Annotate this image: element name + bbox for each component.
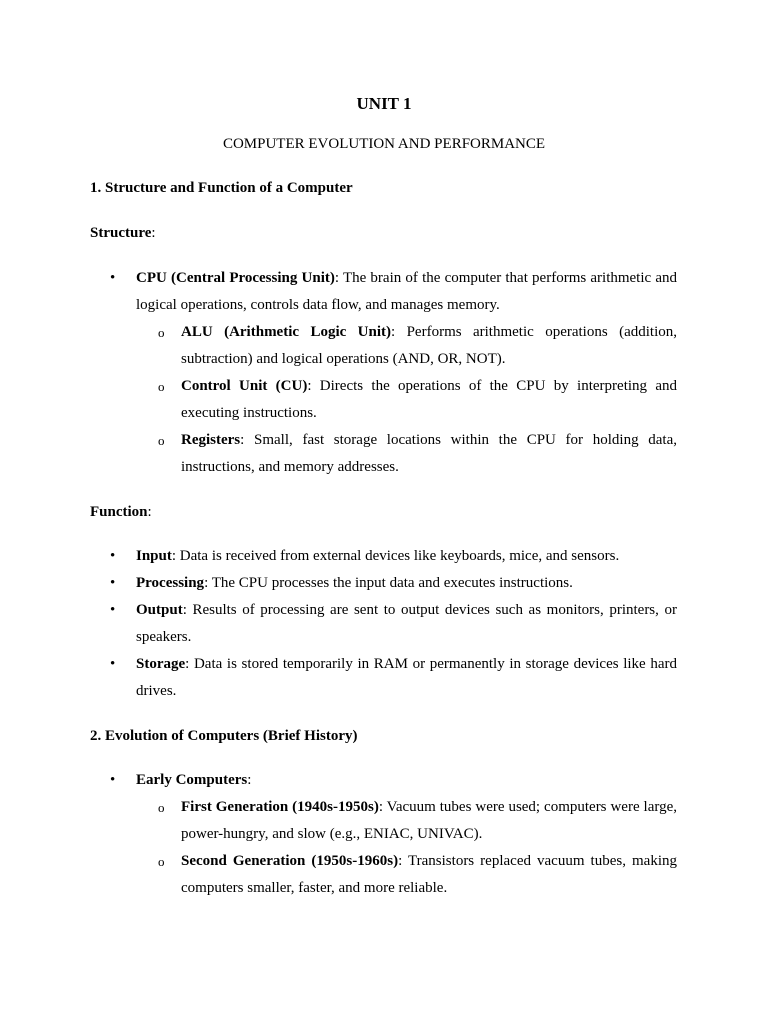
item-label: Processing (136, 575, 205, 591)
bullet-marker: • (110, 602, 116, 618)
item-label: Early Computers (136, 772, 248, 788)
list-item-input (110, 543, 677, 570)
bullet-marker: • (110, 772, 116, 788)
sub-item-registers (158, 427, 677, 481)
item-label: Storage (136, 656, 186, 672)
sub-item-text (181, 848, 677, 902)
item-description: : Directs the operations of the CPU by interpreting and executing instructions. (181, 378, 677, 421)
structure-label (90, 222, 156, 244)
sub-item-text (181, 794, 677, 848)
sub-marker: o (158, 379, 165, 394)
section-heading-structure-function (90, 177, 353, 199)
sub-item-text (181, 427, 677, 481)
list-item-storage (110, 651, 677, 705)
sub-item-alu (158, 319, 677, 373)
item-label: Output (136, 602, 183, 618)
section-title: 1. Structure and Function of a Computer (90, 180, 353, 196)
sub-marker: o (158, 325, 165, 340)
sub-item-text (181, 373, 677, 427)
item-description: : Small, fast storage locations within the CPU for holding data, instructions, and memory addresses. (181, 432, 677, 475)
unit-title: UNIT 1 (356, 94, 412, 113)
item-description: : Transistors replaced vacuum tubes, making computers smaller, faster, and more reliable. (181, 853, 677, 896)
bullet-marker: • (110, 270, 116, 286)
sub-item-control-unit (158, 373, 677, 427)
item-label: ALU (Arithmetic Logic Unit) (181, 324, 392, 340)
function-label-text: Function (90, 504, 148, 520)
item-description: : Performs arithmetic operations (addition, subtraction) and logical operations (AND, OR, NOT). (181, 324, 677, 367)
item-label: Control Unit (CU) (181, 378, 308, 394)
bullet-marker: • (110, 656, 116, 672)
list-item-text (136, 767, 677, 794)
item-label: Input (136, 548, 172, 564)
structure-colon: : (151, 225, 156, 241)
sub-marker: o (158, 433, 165, 448)
sub-item-second-generation (158, 848, 677, 902)
list-item-early-computers (110, 767, 677, 794)
list-item-processing (110, 570, 677, 597)
sub-item-first-generation (158, 794, 677, 848)
item-description: : The brain of the computer that performs arithmetic and logical operations, controls data flow, and manages memory. (136, 270, 678, 313)
sub-marker: o (158, 854, 165, 869)
list-item-text (136, 651, 677, 705)
bullet-marker: • (110, 548, 116, 564)
item-description: : Data is stored temporarily in RAM or permanently in storage devices like hard drives. (136, 656, 677, 699)
function-label (90, 501, 152, 523)
list-item-text (136, 543, 677, 570)
item-label: CPU (Central Processing Unit) (136, 270, 335, 286)
item-description: : Data is received from external devices like keyboards, mice, and sensors. (171, 548, 620, 564)
item-label: Second Generation (1950s-1960s) (181, 853, 399, 869)
sub-item-text (181, 319, 677, 373)
list-item-cpu (110, 265, 677, 319)
item-description: : Vacuum tubes were used; computers were large, power-hungry, and slow (e.g., ENIAC, UNIVAC). (181, 799, 677, 842)
item-label: Registers (181, 432, 241, 448)
item-label: First Generation (1940s-1950s) (181, 799, 379, 815)
bullet-marker: • (110, 575, 116, 591)
item-description: : The CPU processes the input data and executes instructions. (204, 575, 573, 591)
document-subtitle: COMPUTER EVOLUTION AND PERFORMANCE (222, 136, 546, 152)
item-description: : Results of processing are sent to output devices such as monitors, printers, or speakers. (136, 602, 677, 645)
list-item-text (136, 570, 677, 597)
section-title: 2. Evolution of Computers (Brief History) (90, 728, 358, 744)
section-heading-evolution (90, 725, 357, 747)
item-description: : (247, 772, 252, 788)
sub-marker: o (158, 800, 165, 815)
structure-label-text: Structure (90, 225, 152, 241)
list-item-output (110, 597, 677, 651)
function-colon: : (147, 504, 152, 520)
list-item-text (136, 597, 677, 651)
list-item-text (136, 265, 677, 319)
